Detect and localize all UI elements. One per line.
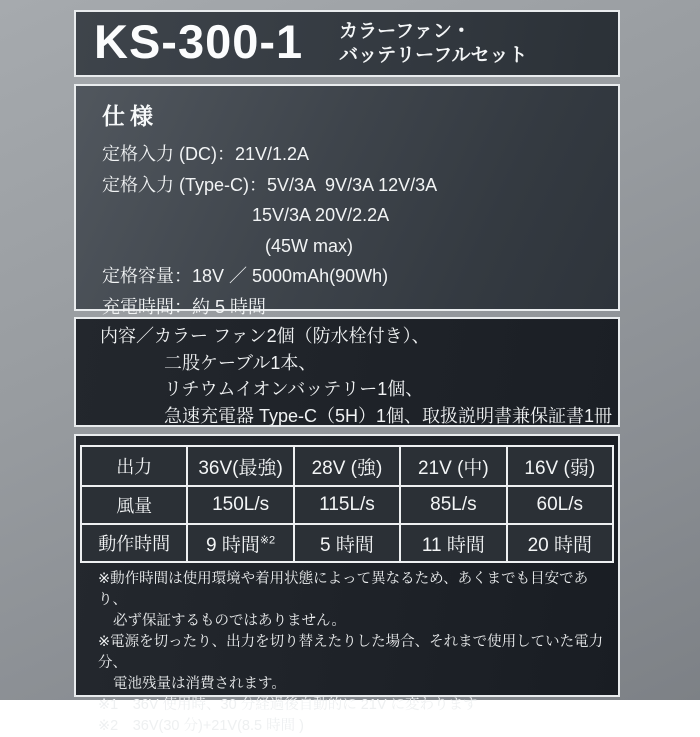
- contents-line-charger-manual: 急速充電器 Type-C（5H）1個、取扱説明書兼保証書1冊: [164, 405, 613, 426]
- runtime-cell-1: [187, 524, 293, 562]
- row-header-runtime: 動作時間: [81, 524, 187, 562]
- table-row-output: [81, 446, 613, 486]
- runtime-value: 9 時間: [205, 534, 260, 556]
- spec-line-max-wattage: (45W max): [265, 235, 354, 256]
- contents-line-cable: 二股ケーブル1本、: [164, 352, 317, 373]
- output-cell-21v: 21V (中): [400, 446, 506, 486]
- product-subtitle-line1: カラーファン・: [339, 20, 471, 42]
- table-row-runtime: [81, 524, 613, 562]
- footnote-power-consumption-2: 電池残量は消費されます。: [113, 676, 286, 692]
- footnote-runtime-disclaimer-1: ※動作時間は使用環境や着用状態によって異なるため、あくまでも目安であり、: [98, 571, 589, 608]
- spec-line-rated-input-dc: 定格入力 (DC)：21V/1.2A: [102, 144, 310, 164]
- runtime-cell-3: 11 時間: [400, 524, 506, 562]
- runtime-cell-2: 5 時間: [294, 524, 400, 562]
- package-contents-section: [74, 317, 620, 427]
- airflow-cell-4: 60L/s: [507, 486, 613, 524]
- footnotes: [80, 569, 614, 737]
- contents-line-fans: 内容／カラー ファン2個（防水栓付き）、: [100, 326, 430, 346]
- table-row-airflow: [81, 486, 613, 524]
- product-model-title: KS-300-1: [94, 15, 304, 68]
- spec-line-charge-time: 充電時間：約 5 時間: [102, 296, 267, 317]
- product-subtitle: [339, 20, 527, 68]
- footnote-ref-2: ※2 36V(30 分)+21V(8.5 時間 ): [98, 718, 304, 734]
- footnote-ref-1: ※1 36V 使用時、30 分経過後自動的に 21V に変わります: [98, 697, 478, 713]
- runtime-cell-4: 20 時間: [507, 524, 613, 562]
- output-cell-16v: 16V (弱): [507, 446, 613, 486]
- output-cell-36v: 36V(最強): [187, 446, 293, 486]
- output-cell-28v: 28V (強): [294, 446, 400, 486]
- performance-table: [80, 445, 614, 563]
- spec-line-typec-continued: 15V/3A 20V/2.2A: [252, 205, 390, 225]
- footnote-power-consumption-1: ※電源を切ったり、出力を切り替えたりした場合、それまで使用していた電力分、: [98, 634, 604, 671]
- header-banner: [74, 10, 620, 77]
- airflow-cell-2: 115L/s: [294, 486, 400, 524]
- product-subtitle-line2: バッテリーフルセット: [339, 44, 528, 66]
- specifications-section: [74, 84, 620, 317]
- airflow-cell-3: 85L/s: [400, 486, 506, 524]
- contents-line-battery: リチウムイオンバッテリー1個、: [164, 379, 424, 399]
- spec-line-rated-input-typec: 定格入力 (Type-C)：5V/3A 9V/3A 12V/3A: [102, 174, 438, 195]
- performance-section: [74, 434, 620, 734]
- row-header-airflow: 風量: [81, 486, 187, 524]
- footnote-runtime-disclaimer-2: 必ず保証するものではありません。: [113, 613, 346, 629]
- row-header-output: 出力: [81, 446, 187, 486]
- spec-line-rated-capacity: 定格容量：18V ／ 5000mAh(90Wh): [102, 266, 389, 286]
- airflow-cell-1: 150L/s: [187, 486, 293, 524]
- runtime-footnote-marker: ※2: [259, 534, 276, 547]
- specifications-heading: 仕様: [102, 103, 158, 129]
